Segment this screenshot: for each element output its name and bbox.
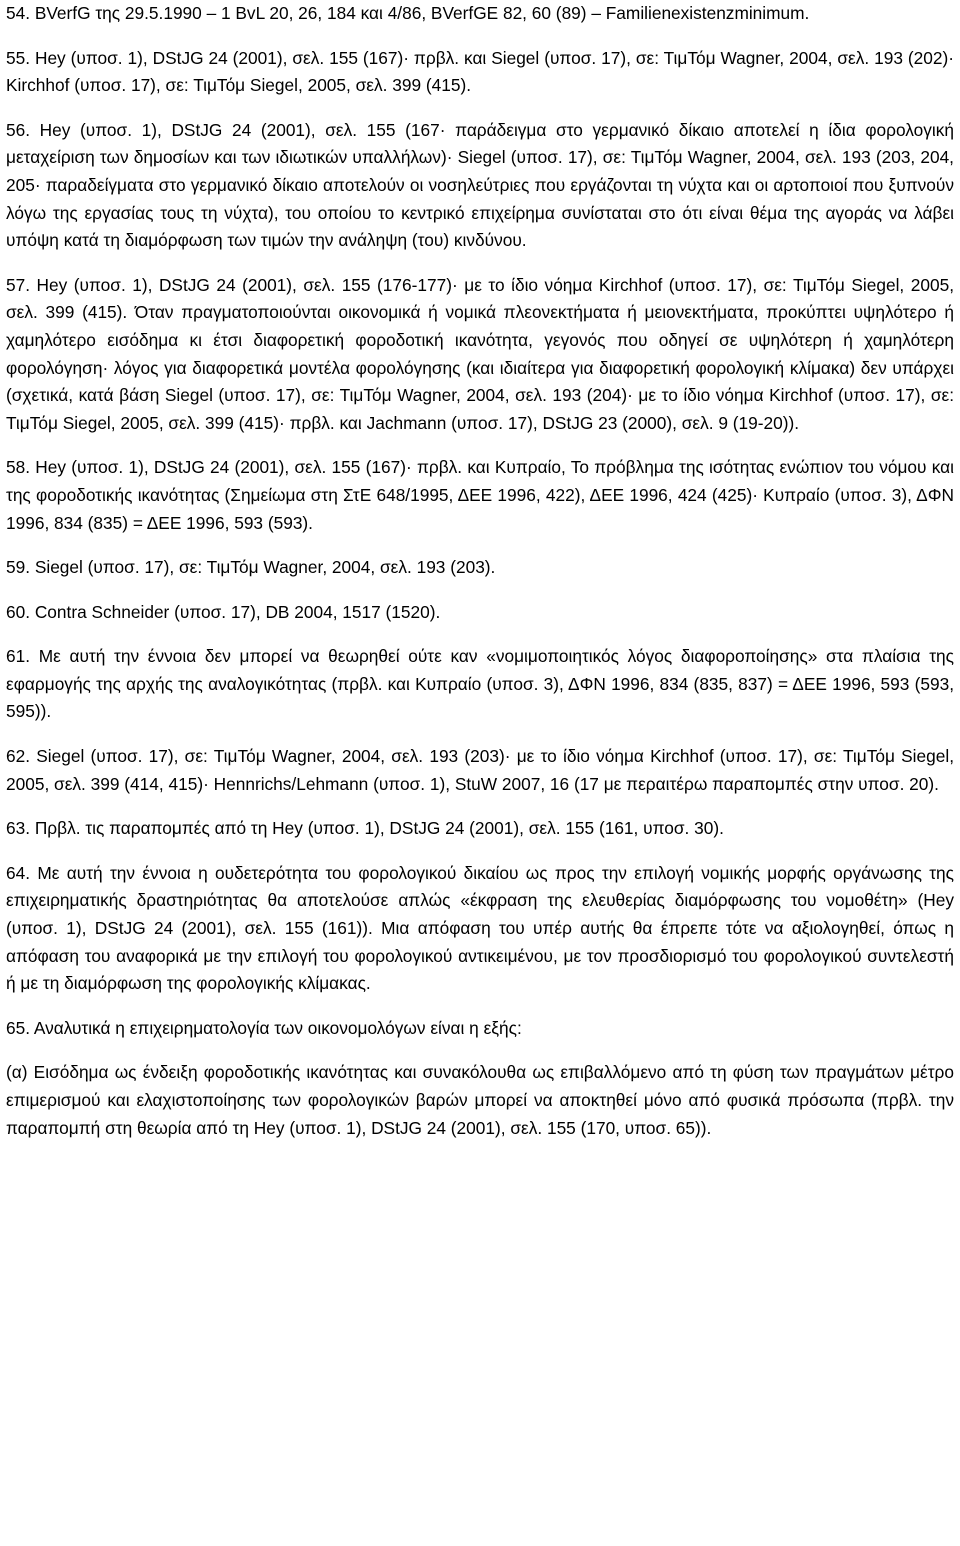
footnote-62: 62. Siegel (υποσ. 17), σε: ΤιμΤόμ Wagner, 2004, σελ. 193 (203)· με το ίδιο νόημα Kirchhof (υποσ. 17), σε: ΤιμΤόμ Siegel, 2005, σελ. 399 (414, 415)· Hennrichs/Lehmann (υποσ. 1), StuW 2007, 16 (17 με περαιτέρω παραπομπές στην υποσ. 20). xyxy=(6,746,954,794)
footnote-54: 54. BVerfG της 29.5.1990 – 1 BvL 20, 26, 184 και 4/86, BVerfGE 82, 60 (89) – Familienexistenzminimum. xyxy=(6,3,810,23)
footnote-60: 60. Contra Schneider (υποσ. 17), DB 2004, 1517 (1520). xyxy=(6,601,441,622)
footnote-56: 56. Hey (υποσ. 1), DStJG 24 (2001), σελ. 155 (167· παράδειγμα στο γερμανικό δίκαιο αποτελεί η ίδια φορολογική μεταχείριση των δημοσίων και των ιδιωτικών υπαλλήλων)· Siegel (υποσ. 17), σε: ΤιμΤόμ Wagner, 2004, σελ. 193 (203, 204, 205· παραδείγματα στο γερμανικό δίκαιο αποτελούν οι νοσηλεύτριες που εργάζονται τη νύχτα και οι αρτοποιοί που ξυπνούν λόγω της εργασίας τους τη νύχτα), του οποίου το κεντρικό επιχείρημα συνίσταται στο ότι είναι θέμα της αγοράς να λάβει υπόψη κατά τη διαμόρφωση των τιμών την ανάληψη (του) κινδύνου. xyxy=(6,119,954,251)
footnote-59: 59. Siegel (υποσ. 17), σε: ΤιμΤόμ Wagner, 2004, σελ. 193 (203). xyxy=(6,557,496,578)
footnote-55: 55. Hey (υποσ. 1), DStJG 24 (2001), σελ. 155 (167)· πρβλ. και Siegel (υποσ. 17), σε: ΤιμΤόμ Wagner, 2004, σελ. 193 (202)· Kirchhof (υποσ. 17), σε: ΤιμΤόμ Siegel, 2005, σελ. 399 (415). xyxy=(6,47,954,96)
footnote-65: 65. Αναλυτικά η επιχειρηματολογία των οικονομολόγων είναι η εξής: xyxy=(6,1017,522,1038)
footnote-64: 64. Με αυτή την έννοια η ουδετερότητα του φορολογικού δικαίου ως προς την επιλογή νομικής μορφής οργάνωσης της επιχειρηματικής δραστηριότητας θα αποτελούσε απλώς «έκφραση της ελευθερίας διαμόρφωσης του νομοθέτη» (Hey (υποσ. 1), DStJG 24 (2001), σελ. 155 (161)). Μια απόφαση του υπέρ αυτής θα έπρεπε τότε να αξιολογηθεί, όπως η απόφαση του αναφορικά με την επιλογή του φορολογικού αντικειμένου, με τον προσδιορισμό του φορολογικού συντελεστή ή με τη διαμόρφωση της φορολογικής κλίμακας. xyxy=(6,862,954,994)
footnote-61: 61. Με αυτή την έννοια δεν μπορεί να θεωρηθεί ούτε καν «νομιμοποιητικός λόγος διαφοροποίησης» στα πλαίσια της εφαρμογής της αρχής της αναλογικότητας (πρβλ. και Κυπραίο (υποσ. 3), ΔΦΝ 1996, 834 (835, 837) = ΔΕΕ 1996, 593 (593, 595)). xyxy=(6,646,954,722)
footnote-65-item-a: (α) Εισόδημα ως ένδειξη φοροδοτικής ικανότητας και συνακόλουθα ως επιβαλλόμενο από τη φύση των πραγμάτων μέτρο επιμερισμού και ελαχιστοποίησης των φορολογικών βαρών μπορεί να αποκτηθεί μόνο από φυσικά πρόσωπα (πρβλ. την παραπομπή στη θεωρία από τη Hey (υποσ. 1), DStJG 24 (2001), σελ. 155 (170, υποσ. 65)). xyxy=(6,1062,954,1138)
footnote-57: 57. Hey (υποσ. 1), DStJG 24 (2001), σελ. 155 (176-177)· με το ίδιο νόημα Kirchhof (υποσ. 17), σε: ΤιμΤόμ Siegel, 2005, σελ. 399 (415). Όταν πραγματοποιούνται οικονομικά ή νομικά πλεονεκτήματα ή μειονεκτήματα, προκύπτει υψηλότερο ή χαμηλότερο εισόδημα κι έτσι διαφορετική φοροδοτική ικανότητα, γεγονός που οδηγεί σε υψηλότερη ή χαμηλότερη φορολόγηση· λόγος για διαφορετικά μοντέλα φορολόγησης (και ιδιαίτερα για διαφορετική φορολογική κλίμακα) δεν υπάρχει (σχετικά, κατά βάση Siegel (υποσ. 17), σε: ΤιμΤόμ Wagner, 2004, σελ. 193 (204)· με το ίδιο νόημα Kirchhof (υποσ. 17), σε: ΤιμΤόμ Siegel, 2005, σελ. 399 (415)· πρβλ. και Jachmann (υποσ. 17), DStJG 23 (2000), σελ. 9 (19-20)). xyxy=(6,274,954,433)
footnotes-page xyxy=(6,0,954,1159)
footnote-58: 58. Hey (υποσ. 1), DStJG 24 (2001), σελ. 155 (167)· πρβλ. και Κυπραίο, Το πρόβλημα της ισότητας ενώπιον του νόμου και της φοροδοτικής ικανότητας (Σημείωμα στη ΣτΕ 648/1995, ΔΕΕ 1996, 422), ΔΕΕ 1996, 424 (425)· Κυπραίο (υποσ. 3), ΔΦΝ 1996, 834 (835) = ΔΕΕ 1996, 593 (593). xyxy=(6,457,954,533)
footnote-63: 63. Πρβλ. τις παραπομπές από τη Hey (υποσ. 1), DStJG 24 (2001), σελ. 155 (161, υποσ. 30). xyxy=(6,818,724,839)
